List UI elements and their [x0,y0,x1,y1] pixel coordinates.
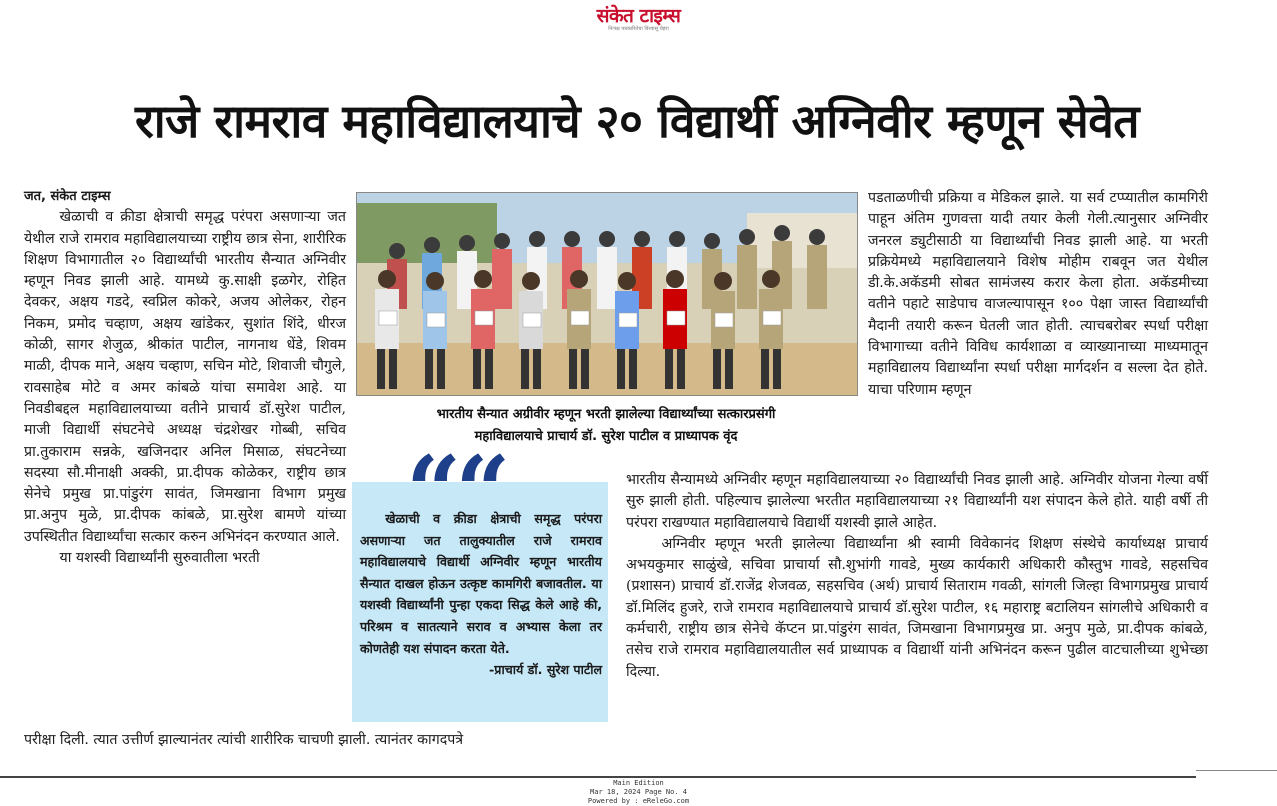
article-paragraph: या यशस्वी विद्यार्थ्यांनी सुरुवातीला भरती [59,550,260,567]
article-column-left [24,186,346,569]
article-headline: राजे रामराव महाविद्यालयाचे २० विद्यार्थी अग्निवीर म्हणून सेवेत [134,94,1140,148]
article-column-right [868,188,1208,401]
footer-divider [1196,770,1277,771]
footer-divider [0,776,1196,778]
article-paragraph: पडताळणीची प्रक्रिया व मेडिकल झाले. या सर्व टप्प्यातील कामगिरी पाहून अंतिम गुणवत्ता यादी तयार केली गेली.त्यानुसार अग्निवीर जनरल ड्युटीसाठी या विद्यार्थ्यांची निवड झाली आहे. या भरती प्रक्रियेमध्ये महाविद्यालयाने विशेष मोहीम राबवून जत येथील डी.के.अकॅडमी सोबत सामंजस्य करार केला होता. अकॅडमीच्या वतीने पहाटे साडेपाच वाजल्यापासून १०० पेक्षा जास्त विद्यार्थ्यांची मैदानी तयारी करून घेतली जात होती. त्याचबरोबर स्पर्धा परीक्षा विभागाच्या वतीने विविध कार्यशाळा व व्याख्यानाच्या माध्यमातून महाविद्यालय विद्यार्थ्यांना स्पर्धा परीक्षा मार्गदर्शन व सल्ला देत होते. याचा परिणाम म्हणून [868,190,1208,398]
photo-caption-line: महाविद्यालयाचे प्राचार्य डॉ. सुरेश पाटील व प्राध्यापक वृंद [474,429,738,444]
article-paragraph: परीक्षा दिली. त्यात उत्तीर्ण झाल्यानंतर त्यांची शारीरिक चाचणी झाली. त्यानंतर कागदपत्रे [24,732,464,748]
pull-quote-author: -प्राचार्य डॉ. सुरेश पाटील [489,662,602,678]
newspaper-logo: संकेत टाइम्स [596,5,681,27]
article-paragraph: खेळाची व क्रीडा क्षेत्राची समृद्ध परंपरा असणाऱ्या जत येथील राजे रामराव महाविद्यालयाच्या राष्ट्रीय छात्र सेना, शारीरिक शिक्षण विभागातील २० विद्यार्थ्यांची भारतीय सैन्यात अग्निवीर म्हणून निवड झाली आहे. यामध्ये कु.साक्षी इळगेर, रोहित देवकर, अक्षय गडदे, स्वप्निल कोकरे, अजय ओलेकर, रोहन निकम, प्रमोद चव्हाण, अक्षय खांडेकर, सुशांत शिंदे, धीरज कोळी, सागर शेजुळ, श्रीकांत पाटील, नागनाथ धेंडे, शिवम माळी, दीपक माने, अक्षय चव्हाण, सचिन मोटे, शिवाजी चौगुले, रावसाहेब मोटे व अमर कांबळे यांचा समावेश आहे. या निवडीबद्दल महाविद्यालयाच्या वतीने प्राचार्य डॉ.सुरेश पाटील, माजी विद्यार्थी संघटनेचे अध्यक्ष चंद्रशेखर गोब्बी, सचिव प्रा.तुकाराम सन्नके, खजिनदार अनिल मिसाळ, संघटनेच्या सदस्या सौ.मीनाक्षी अक्की, प्रा.दीपक कोळेकर, राष्ट्रीय छात्र सेनेचे प्रमुख प्रा.पांडुरंग सावंत, जिमखाना विभाग प्रमुख प्रा.अनुप मुळे, प्रा.दीपक कांबळे, प्रा.सुरेश बामणे यांच्या उपस्थितीत विद्यार्थ्यांचा सत्कार करुन अभिनंदन करण्यात आले. [24,209,346,545]
page-footer [0,779,1277,806]
article-paragraph: अग्निवीर म्हणून भरती झालेल्या विद्यार्थ्यांना श्री स्वामी विवेकानंद शिक्षण संस्थेचे कार्याध्यक्ष प्राचार्य अभयकुमार साळुंखे, सचिवा प्राचार्या सौ.शुभांगी गावडे, मुख्य कार्यकारी अधिकारी कौस्तुभ गावडे, सहसचिव (प्रशासन) प्राचार्य डॉ.राजेंद्र शेजवळ, सहसचिव (अर्थ) प्राचार्य सिताराम गवळी, सांगली जिल्हा विभागप्रमुख प्राचार्य डॉ.मिलिंद हुजरे, राजे रामराव महाविद्यालयाचे प्राचार्य डॉ.सुरेश पाटील, १६ महाराष्ट्र बटालियन सांगलीचे अधिकारी व कर्मचारी, राष्ट्रीय छात्र सेनेचे कॅप्टन प्रा.पांडुरंग सावंत, जिमखाना विभागप्रमुख प्रा. अनुप मुळे, प्रा.दीपक कांबळे, तसेच राजे रामराव महाविद्यालयातील सर्व प्राध्यापक व विद्यार्थी यांनी अभिनंदन करून पुढील वाटचालीच्या शुभेच्छा दिल्या. [626,535,1208,680]
footer-edition: Main Edition [613,779,664,787]
dateline: जत, संकेत टाइम्स [24,189,111,204]
footer-powered-by: Powered by : eReleGo.com [587,797,690,805]
quote-marks-icon: ““ [406,435,505,548]
masthead [0,6,1277,33]
article-continuation-line [24,730,634,751]
article-photo [356,192,858,396]
article-column-bottom [626,470,1208,683]
article-paragraph: भारतीय सैन्यामध्ये अग्निवीर म्हणून महाविद्यालयाच्या २० विद्यार्थ्यांची निवड झाली आहे. अग्निवीर योजना गेल्या वर्षी सुरु झाली होती. पहिल्याच झालेल्या भरतीत महाविद्यालयाच्या २१ विद्यार्थ्यांनी यश संपादन केले होते. याही वर्षी ती परंपरा राखण्यात महाविद्यालयाचे विद्यार्थी यशस्वी झाले आहेत. [626,472,1208,531]
photo-caption-line: भारतीय सैन्यात अग्रीवीर म्हणून भरती झालेल्या विद्यार्थ्यांच्या सत्कारप्रसंगी [436,407,776,422]
pull-quote-text: खेळाची व क्रीडा क्षेत्राची समृद्ध परंपरा असणाऱ्या जत तालुक्यातील राजे रामराव महाविद्यालयाचे विद्यार्थी अग्निवीर म्हणून भारतीय सैन्यात दाखल होऊन उत्कृष्ट कामगिरी बजावतील. या यशस्वी विद्यार्थ्यांनी पुन्हा एकदा सिद्ध केले आहे की, परिश्रम व सातत्याने सराव व अभ्यास केला तर कोणतेही यश संपादन करता येते. [360,511,602,656]
group-photo-illustration [357,193,857,395]
newspaper-tagline: निःपक्ष पत्रकारितेचा विश्वासू चेहरा [608,26,669,32]
footer-date-page: Mar 18, 2024 Page No. 4 [590,788,687,796]
